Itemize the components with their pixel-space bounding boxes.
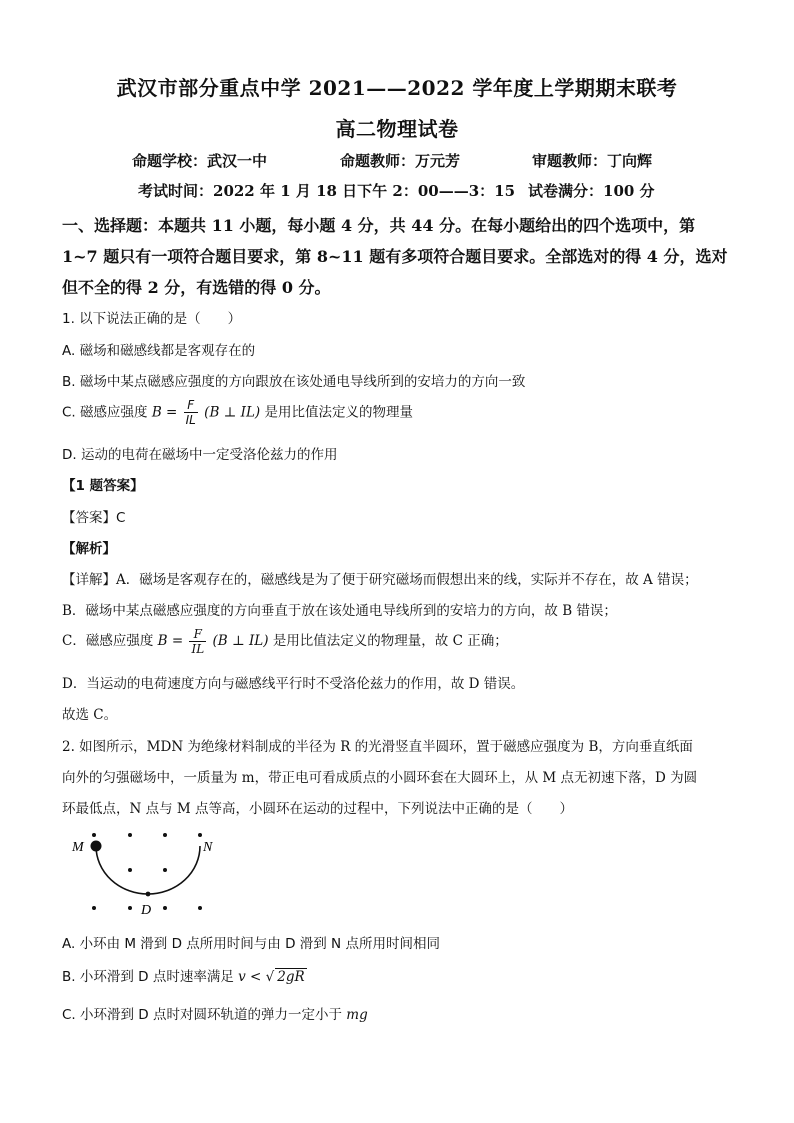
q1-detail-c-prefix: C．磁感应强度 [62, 633, 154, 649]
exam-subtitle: 高二物理试卷 [335, 117, 459, 141]
field-dot [128, 868, 132, 872]
sqrt-sign: √ [265, 969, 275, 985]
q1-option-c-suffix: 是用比值法定义的物理量 [264, 404, 413, 421]
field-dot [128, 906, 132, 910]
field-dot [163, 833, 167, 837]
q1-detail-formula-denominator: IL [191, 642, 205, 656]
q2-option-b [62, 965, 307, 985]
teacher-info: 命题教师：万元芳 [340, 152, 461, 170]
field-dot [198, 833, 202, 837]
q1-detail-formula-condition: (B ⊥ IL) [212, 633, 269, 649]
q2-option-b-sqrt: 2gR [277, 969, 305, 985]
exam-time: 考试时间：2022 年 1 月 18 日下午 2：00——3：15 [138, 182, 516, 200]
q1-formula-numerator: F [184, 398, 198, 413]
q2-option-a: A. 小环由 M 滑到 D 点所用时间与由 D 滑到 N 点所用时间相同 [62, 936, 440, 952]
q1-formula-fraction [184, 398, 198, 427]
q1-detail-formula-numerator: F [189, 627, 206, 642]
section-intro: 一、选择题：本题共 11 小题，每小题 4 分，共 44 分。在每小题给出的四个选项中，第 1~7 题只有一项符合题目要求，第 8~11 题有多项符合题目要求。全部选对的得 4 分，选对但不全的得 2 分，有选错的得 0 分。 [62, 216, 728, 297]
exam-score: 试卷满分：100 分 [528, 182, 655, 200]
q1-detail-b: B．磁场中某点磁感应强度的方向垂直于放在该处通电导线所到的安培力的方向，故 B 错误； [62, 603, 617, 619]
q2-stem-line2: 向外的匀强磁场中，一质量为 m，带正电可看成质点的小圆环套在大圆环上，从 M 点无初速下落，D 为圆 [62, 770, 698, 786]
q1-option-a: A. 磁场和磁感线都是客观存在的 [62, 343, 256, 359]
q1-detail-formula-fraction [189, 627, 206, 656]
exam-title: 武汉市部分重点中学 2021——2022 学年度上学期期末联考 [116, 76, 678, 100]
label-m: M [72, 840, 84, 855]
field-dot [163, 906, 167, 910]
q1-analysis-tag: 【解析】 [62, 541, 116, 557]
q1-answer: 【答案】C [62, 510, 126, 526]
q1-stem: 1. 以下说法正确的是（ ） [62, 311, 242, 327]
field-dot [128, 833, 132, 837]
q2-option-b-v: v < [238, 969, 262, 985]
q1-option-d: D. 运动的电荷在磁场中一定受洛伦兹力的作用 [62, 447, 338, 463]
q1-conclusion: 故选 C。 [62, 707, 118, 723]
q2-stem-line1: 2. 如图所示，MDN 为绝缘材料制成的半径为 R 的光滑竖直半圆环，置于磁感应强度为 B，方向垂直纸面 [62, 739, 693, 755]
field-dot [163, 868, 167, 872]
q2-option-c-text: C. 小环滑到 D 点时对圆环轨道的弹力一定小于 [62, 1007, 342, 1023]
reviewer-info: 审题教师：丁向辉 [532, 152, 653, 170]
point-d [146, 892, 151, 897]
field-dot [92, 833, 96, 837]
q1-answer-tag: 【1 题答案】 [62, 478, 144, 494]
q2-option-b-prefix: B. 小环滑到 D 点时速率满足 [62, 969, 234, 985]
q2-option-c [62, 1003, 368, 1023]
field-dot [92, 906, 96, 910]
q2-figure [70, 830, 220, 922]
q1-formula-denominator: IL [185, 413, 196, 427]
q1-detail-a: 【详解】A．磁场是客观存在的，磁感线是为了便于研究磁场而假想出来的线，实际并不存在，故 A 错误； [62, 572, 698, 588]
q2-option-c-mg: mg [346, 1007, 368, 1023]
small-ring [91, 841, 102, 852]
semicircle-track [96, 846, 200, 894]
school-info: 命题学校：武汉一中 [132, 152, 268, 170]
label-n: N [203, 840, 213, 855]
q2-stem-line3: 环最低点，N 点与 M 点等高，小圆环在运动的过程中，下列说法中正确的是（ ） [62, 801, 574, 817]
q1-option-c-prefix: C. 磁感应强度 [62, 404, 148, 421]
q1-detail-c [62, 627, 508, 656]
field-dot [198, 906, 202, 910]
q1-detail-c-suffix: 是用比值法定义的物理量，故 C 正确； [272, 633, 508, 649]
q1-option-b: B. 磁场中某点磁感应强度的方向跟放在该处通电导线所到的安培力的方向一致 [62, 374, 526, 390]
q1-detail-formula-lhs: B = [157, 633, 184, 649]
q1-formula-condition: (B ⊥ IL) [204, 404, 261, 421]
q1-detail-d: D．当运动的电荷速度方向与磁感线平行时不受洛伦兹力的作用，故 D 错误。 [62, 676, 525, 692]
q1-formula-lhs: B = [151, 404, 178, 421]
label-d: D [141, 903, 152, 918]
q1-option-c [62, 398, 413, 427]
